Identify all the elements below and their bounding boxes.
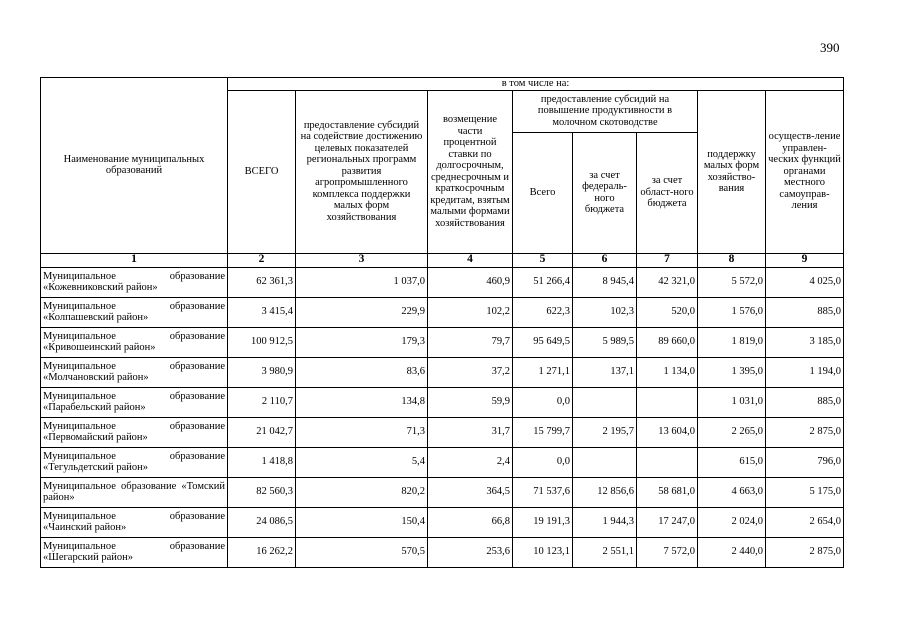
interest-cell: 31,7 [428,417,513,447]
dairy-regional-cell: 89 660,0 [637,327,698,357]
total-cell: 62 361,3 [228,267,296,297]
dairy-total-cell: 51 266,4 [513,267,573,297]
column-number: 6 [573,253,637,267]
municipality-name-cell: Муниципальное образование «Чаинский район» [41,507,228,537]
small-forms-support-cell: 2 440,0 [698,537,766,567]
small-forms-support-header: поддержку малых форм хозяйство-вания [698,90,766,253]
admin-functions-cell: 2 654,0 [766,507,844,537]
dairy-federal-cell: 5 989,5 [573,327,637,357]
total-cell: 21 042,7 [228,417,296,447]
dairy-federal-cell: 12 856,6 [573,477,637,507]
dairy-federal-cell: 102,3 [573,297,637,327]
municipality-header: Наименование муниципальных образований [41,78,228,254]
dairy-total-cell: 0,0 [513,387,573,417]
dairy-federal-cell: 2 195,7 [573,417,637,447]
column-number: 2 [228,253,296,267]
dairy-total-cell: 19 191,3 [513,507,573,537]
dairy-regional-cell: 520,0 [637,297,698,327]
dairy-regional-cell: 58 681,0 [637,477,698,507]
total-cell: 1 418,8 [228,447,296,477]
municipality-name-cell: Муниципальное образование «Парабельский район» [41,387,228,417]
admin-functions-cell: 796,0 [766,447,844,477]
grants-cell: 134,8 [296,387,428,417]
total-cell: 24 086,5 [228,507,296,537]
total-cell: 3 980,9 [228,357,296,387]
table-row [41,387,844,417]
dairy-regional-cell: 1 134,0 [637,357,698,387]
dairy-total-cell: 622,3 [513,297,573,327]
dairy-federal-header: за счет федераль-ного бюджета [573,132,637,253]
dairy-total-cell: 1 271,1 [513,357,573,387]
interest-cell: 364,5 [428,477,513,507]
interest-cell: 59,9 [428,387,513,417]
table-row [41,477,844,507]
interest-cell: 253,6 [428,537,513,567]
subsidy-table [40,77,844,568]
dairy-federal-cell: 1 944,3 [573,507,637,537]
grants-cell: 71,3 [296,417,428,447]
table-row [41,417,844,447]
small-forms-support-cell: 1 819,0 [698,327,766,357]
column-number: 9 [766,253,844,267]
dairy-total-cell: 0,0 [513,447,573,477]
municipality-name-cell: Муниципальное образование «Кожевниковский район» [41,267,228,297]
dairy-regional-cell: 17 247,0 [637,507,698,537]
column-number: 1 [41,253,228,267]
dairy-federal-cell: 8 945,4 [573,267,637,297]
grants-cell: 1 037,0 [296,267,428,297]
municipality-name-cell: Муниципальное образование «Шегарский район» [41,537,228,567]
table-row [41,297,844,327]
interest-cell: 102,2 [428,297,513,327]
dairy-federal-cell [573,447,637,477]
dairy-regional-cell [637,387,698,417]
column-number: 8 [698,253,766,267]
total-cell: 3 415,4 [228,297,296,327]
admin-functions-cell: 4 025,0 [766,267,844,297]
table-row [41,267,844,297]
small-forms-support-cell: 1 395,0 [698,357,766,387]
small-forms-support-cell: 615,0 [698,447,766,477]
municipality-name-cell: Муниципальное образование «Первомайский район» [41,417,228,447]
including-header: в том числе на: [228,78,844,91]
column-number: 5 [513,253,573,267]
small-forms-support-cell: 2 265,0 [698,417,766,447]
admin-functions-cell: 2 875,0 [766,537,844,567]
table-row [41,357,844,387]
small-forms-support-cell: 1 031,0 [698,387,766,417]
column-number: 7 [637,253,698,267]
municipality-name-cell: Муниципальное образование «Томский район» [41,477,228,507]
small-forms-support-cell: 2 024,0 [698,507,766,537]
interest-cell: 2,4 [428,447,513,477]
dairy-federal-cell: 2 551,1 [573,537,637,567]
grants-cell: 5,4 [296,447,428,477]
municipality-name-cell: Муниципальное образование «Молчановский район» [41,357,228,387]
table-row [41,327,844,357]
admin-functions-cell: 5 175,0 [766,477,844,507]
total-header: ВСЕГО [228,90,296,253]
table-row [41,447,844,477]
small-forms-support-cell: 4 663,0 [698,477,766,507]
total-cell: 16 262,2 [228,537,296,567]
grants-cell: 820,2 [296,477,428,507]
grants-header: предоставление субсидий на содействие достижению целевых показателей региональных программ развития агропромышленного комплекса поддержки малых форм хозяйствования [296,90,428,253]
dairy-federal-cell: 137,1 [573,357,637,387]
total-cell: 2 110,7 [228,387,296,417]
municipality-name-cell: Муниципальное образование «Кривошеинский район» [41,327,228,357]
municipality-name-cell: Муниципальное образование «Тегульдетский район» [41,447,228,477]
grants-cell: 83,6 [296,357,428,387]
total-cell: 100 912,5 [228,327,296,357]
dairy-regional-header: за счет област-ного бюджета [637,132,698,253]
dairy-group-header: предоставление субсидий на повышение продуктивности в молочном скотоводстве [513,90,698,132]
small-forms-support-cell: 5 572,0 [698,267,766,297]
grants-cell: 229,9 [296,297,428,327]
column-number: 4 [428,253,513,267]
dairy-regional-cell [637,447,698,477]
dairy-total-cell: 10 123,1 [513,537,573,567]
interest-cell: 79,7 [428,327,513,357]
table-row [41,507,844,537]
dairy-regional-cell: 13 604,0 [637,417,698,447]
municipality-name-cell: Муниципальное образование «Колпашевский район» [41,297,228,327]
dairy-total-header: Всего [513,132,573,253]
admin-functions-cell: 885,0 [766,297,844,327]
grants-cell: 179,3 [296,327,428,357]
admin-functions-header: осуществ-ление управлен-ческих функций органами местного самоуправ-ления [766,90,844,253]
admin-functions-cell: 885,0 [766,387,844,417]
dairy-regional-cell: 7 572,0 [637,537,698,567]
admin-functions-cell: 2 875,0 [766,417,844,447]
page-number: 390 [820,40,840,55]
interest-cell: 460,9 [428,267,513,297]
column-number: 3 [296,253,428,267]
dairy-total-cell: 15 799,7 [513,417,573,447]
grants-cell: 570,5 [296,537,428,567]
dairy-total-cell: 95 649,5 [513,327,573,357]
interest-header: возмещение части процентной ставки по долгосрочным, среднесрочным и краткосрочным кредитам, взятым малыми формами хозяйствования [428,90,513,253]
interest-cell: 66,8 [428,507,513,537]
total-cell: 82 560,3 [228,477,296,507]
interest-cell: 37,2 [428,357,513,387]
small-forms-support-cell: 1 576,0 [698,297,766,327]
admin-functions-cell: 1 194,0 [766,357,844,387]
dairy-regional-cell: 42 321,0 [637,267,698,297]
dairy-federal-cell [573,387,637,417]
dairy-total-cell: 71 537,6 [513,477,573,507]
grants-cell: 150,4 [296,507,428,537]
admin-functions-cell: 3 185,0 [766,327,844,357]
table-row [41,537,844,567]
